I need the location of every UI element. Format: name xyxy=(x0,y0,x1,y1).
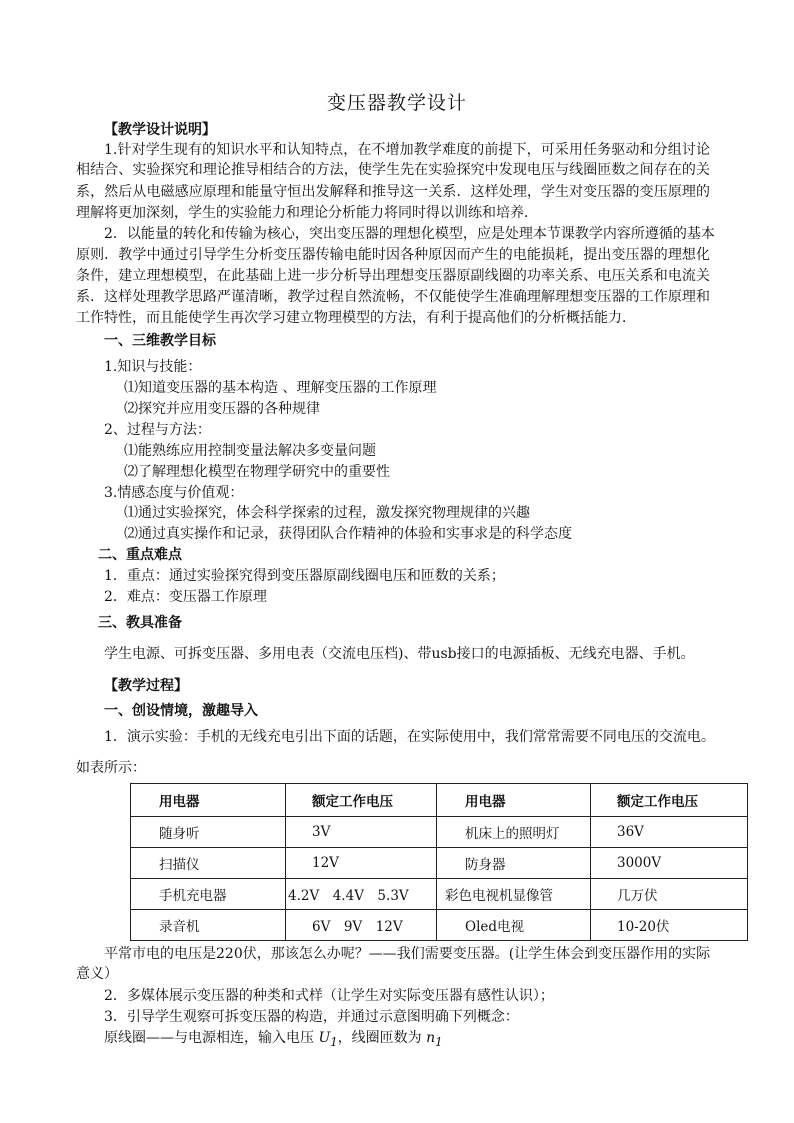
table-header-cell: 额定工作电压 xyxy=(286,784,437,817)
design-note-heading: 【教学设计说明】 xyxy=(104,122,216,138)
paragraph-line: 条件，建立理想模型，在此基础上进一步分析导出理想变压器原副线圈的功率关系、电压关系和电流关 xyxy=(76,268,710,284)
subscript: 1 xyxy=(330,1034,338,1049)
paragraph-line: 1.针对学生现有的知识水平和认知特点，在不增加教学难度的前提下，可采用任务驱动和分组讨论 xyxy=(104,142,710,158)
paragraph-line: 原则．教学中通过引导学生分析变压器传输电能时因各种原因而产生的电能损耗，提出变压器的理想化 xyxy=(76,247,710,263)
process-line: 意义） xyxy=(76,966,118,982)
text-segment: 原线圈——与电源相连，输入电压 xyxy=(104,1030,319,1046)
paragraph-line: 相结合、实验探究和理论推导相结合的方法，使学生先在实验探究中发现电压与线圈匝数之间存在的关 xyxy=(76,162,710,178)
table-cell: 彩色电视机显像管 xyxy=(437,879,591,910)
goal-item: ⑴能熟练应用控制变量法解决多变量问题 xyxy=(124,443,376,459)
table-row xyxy=(131,817,748,848)
table-cell: 手机充电器 xyxy=(131,879,286,910)
paragraph-line: 理解将更加深刻，学生的实验能力和理论分析能力将同时得以训练和培养． xyxy=(76,205,538,221)
table-row xyxy=(131,879,748,910)
table-cell: 10-20伏 xyxy=(591,910,748,941)
subscript: 1 xyxy=(435,1034,443,1049)
text-segment: ，线圈匝数为 xyxy=(337,1030,427,1046)
goal-subtitle: 2、过程与方法： xyxy=(104,422,211,438)
process-line: 如表所示： xyxy=(76,760,146,776)
voltage-variable: U xyxy=(318,1030,331,1046)
process-line: 2．多媒体展示变压器的种类和式样（让学生对实际变压器有感性认识）； xyxy=(104,988,554,1004)
equipment-text: 学生电源、可拆变压器、多用电表（交流电压档)、带usb接口的电源插板、无线充电器、手机。 xyxy=(104,646,695,662)
goal-subtitle: 3.情感态度与价值观： xyxy=(104,485,244,501)
table-cell: 录音机 xyxy=(131,910,286,941)
table-cell: Oled电视 xyxy=(437,910,591,941)
key-point-item: 1．重点：通过实验探究得到变压器原副线圈电压和匝数的关系； xyxy=(104,568,505,584)
paragraph-line: 2．以能量的转化和传输为核心，突出变压器的理想化模型，应是处理本节课教学内容所遵循的基本 xyxy=(104,226,715,242)
table-cell: 6V 9V 12V xyxy=(286,910,437,941)
table-cell: 3V xyxy=(286,817,437,848)
paragraph-line: 系．这样处理教学思路严谨清晰，教学过程自然流畅，不仅能使学生准确理解理想变压器的工作原理和 xyxy=(76,289,710,305)
table-cell: 4.2V 4.4V 5.3V xyxy=(286,879,437,910)
table-header-cell: 用电器 xyxy=(437,784,591,817)
process-heading: 【教学过程】 xyxy=(104,678,188,694)
goal-item: ⑴知道变压器的基本构造 、理解变压器的工作原理 xyxy=(124,380,437,396)
goal-item: ⑴通过实验探究，体会科学探索的过程，激发探究物理规律的兴趣 xyxy=(124,505,530,521)
section-heading-equipment: 三、教具准备 xyxy=(98,615,182,631)
table-cell: 3000V xyxy=(591,848,748,879)
section-heading-goals: 一、三维教学目标 xyxy=(104,333,216,349)
table-cell: 几万伏 xyxy=(591,879,748,910)
process-line-primary-coil xyxy=(104,1028,443,1052)
table-header-cell: 用电器 xyxy=(131,784,286,817)
table-header-cell: 额定工作电压 xyxy=(591,784,748,817)
table-cell: 12V xyxy=(286,848,437,879)
table-cell: 机床上的照明灯 xyxy=(437,817,591,848)
goal-item: ⑵通过真实操作和记录，获得团队合作精神的体验和实事求是的科学态度 xyxy=(124,526,572,542)
table-header-row xyxy=(131,784,748,817)
turns-variable: n xyxy=(426,1030,436,1046)
table-row xyxy=(131,848,748,879)
paragraph-line: 工作特性，而且能使学生再次学习建立物理模型的方法，有利于提高他们的分析概括能力． xyxy=(76,310,636,326)
table-cell: 随身听 xyxy=(131,817,286,848)
section-heading-key-points: 二、重点难点 xyxy=(98,547,182,563)
process-line: 平常市电的电压是220伏，那该怎么办呢？——我们需要变压器。(让学生体会到变压器作用的实际 xyxy=(104,946,711,962)
table-row xyxy=(131,910,748,941)
section-heading-intro: 一、创设情境，激趣导入 xyxy=(104,703,258,719)
process-line: 1．演示实验：手机的无线充电引出下面的话题，在实际使用中，我们常常需要不同电压的交流电。 xyxy=(104,729,715,745)
table-cell: 36V xyxy=(591,817,748,848)
key-point-item: 2．难点：变压器工作原理 xyxy=(104,589,267,605)
goal-subtitle: 1.知识与技能： xyxy=(104,359,202,375)
table-cell: 扫描仪 xyxy=(131,848,286,879)
process-line: 3．引导学生观察可拆变压器的构造，并通过示意图明确下列概念： xyxy=(104,1009,519,1025)
voltage-table xyxy=(130,783,748,941)
goal-item: ⑵了解理想化模型在物理学研究中的重要性 xyxy=(124,464,390,480)
table-cell: 防身器 xyxy=(437,848,591,879)
page-title: 变压器教学设计 xyxy=(326,92,467,114)
goal-item: ⑵探究并应用变压器的各种规律 xyxy=(124,401,320,417)
paragraph-line: 系，然后从电磁感应原理和能量守恒出发解释和推导这一关系．这样处理，学生对变压器的变压原理的 xyxy=(76,184,710,200)
